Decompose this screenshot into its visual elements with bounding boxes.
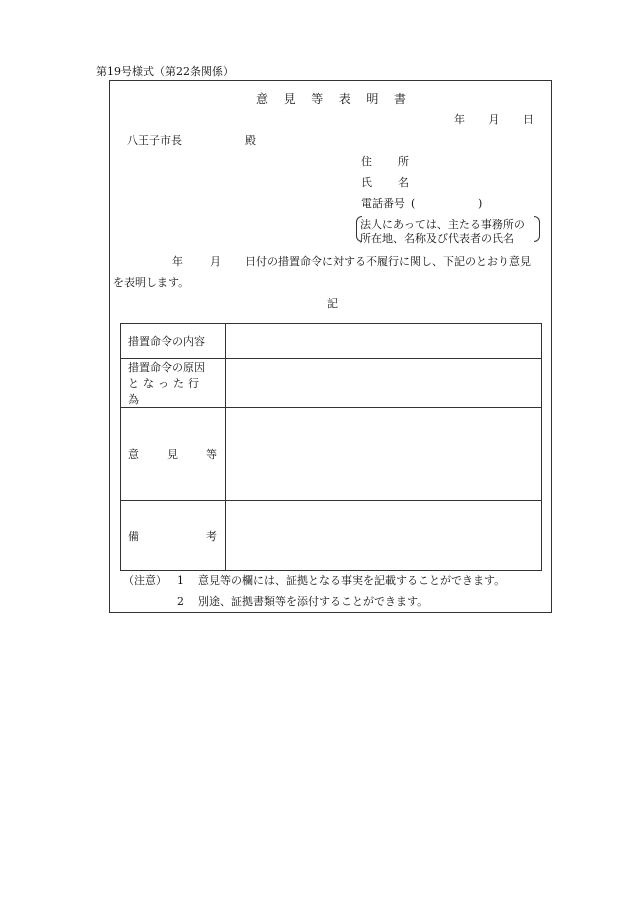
table-row xyxy=(121,324,542,359)
ki-heading: 記 xyxy=(327,297,338,310)
order-year-label: 年 xyxy=(172,255,183,268)
note-number: 1 xyxy=(177,574,184,587)
date-field-top[interactable] xyxy=(454,114,534,125)
table-row xyxy=(121,501,542,571)
order-cause-field[interactable] xyxy=(226,359,542,408)
phone-field[interactable] xyxy=(420,194,475,212)
note-text: 意見等の欄には、証拠となる事実を記載することができます。 xyxy=(198,574,506,587)
document-title: 意 見 等 表 明 書 xyxy=(256,92,406,106)
remarks-field[interactable] xyxy=(226,501,542,571)
corporate-note xyxy=(356,216,540,244)
phone-field-label: 電話番号 xyxy=(361,197,405,210)
table-row xyxy=(121,359,542,408)
order-cause-line1: 措置命令の原因 xyxy=(128,361,205,374)
table-row xyxy=(121,408,542,501)
order-cause-line2: となった行為 xyxy=(128,377,203,406)
year-label: 年 xyxy=(454,113,465,126)
order-month-label: 月 xyxy=(210,255,221,268)
note-number: 2 xyxy=(177,595,184,608)
row-label-order-content: 措置命令の内容 xyxy=(121,324,226,359)
name-field[interactable] xyxy=(420,173,540,191)
notes-prefix: （注意） xyxy=(123,574,167,587)
address-field[interactable] xyxy=(420,152,540,170)
corporate-note-line2: 所在地、名称及び代表者の氏名 xyxy=(360,232,514,245)
day-label: 日 xyxy=(523,113,534,126)
addressee xyxy=(127,134,256,147)
phone-paren-close: ) xyxy=(478,197,483,210)
phone-paren-open: ( xyxy=(411,197,416,210)
statement-line2: を表明します。 xyxy=(113,276,190,289)
right-bracket xyxy=(534,216,540,242)
addressee-honorific: 殿 xyxy=(245,134,256,147)
addressee-name: 八王子市長 xyxy=(127,134,182,147)
corporate-note-line1: 法人にあっては、主たる事務所の xyxy=(360,218,525,231)
row-label-opinion: 意 見 等 xyxy=(121,408,226,501)
month-label: 月 xyxy=(488,113,500,126)
opinion-table xyxy=(120,323,542,571)
note-item-1 xyxy=(123,574,506,587)
note-text: 別途、証拠書類等を添付することができます。 xyxy=(198,595,429,608)
row-label-order-cause xyxy=(121,359,226,408)
row-label-remarks: 備 考 xyxy=(121,501,226,571)
form-number-label: 第19号様式（第22条関係） xyxy=(96,65,234,78)
address-field-label: 住 所 xyxy=(361,155,409,168)
opinion-field[interactable] xyxy=(226,408,542,501)
statement-text: 日付の措置命令に対する不履行に関し、下記のとおり意見 xyxy=(245,255,531,268)
order-content-field[interactable] xyxy=(226,324,542,359)
note-item-2 xyxy=(177,595,429,608)
name-field-label: 氏 名 xyxy=(361,176,409,189)
